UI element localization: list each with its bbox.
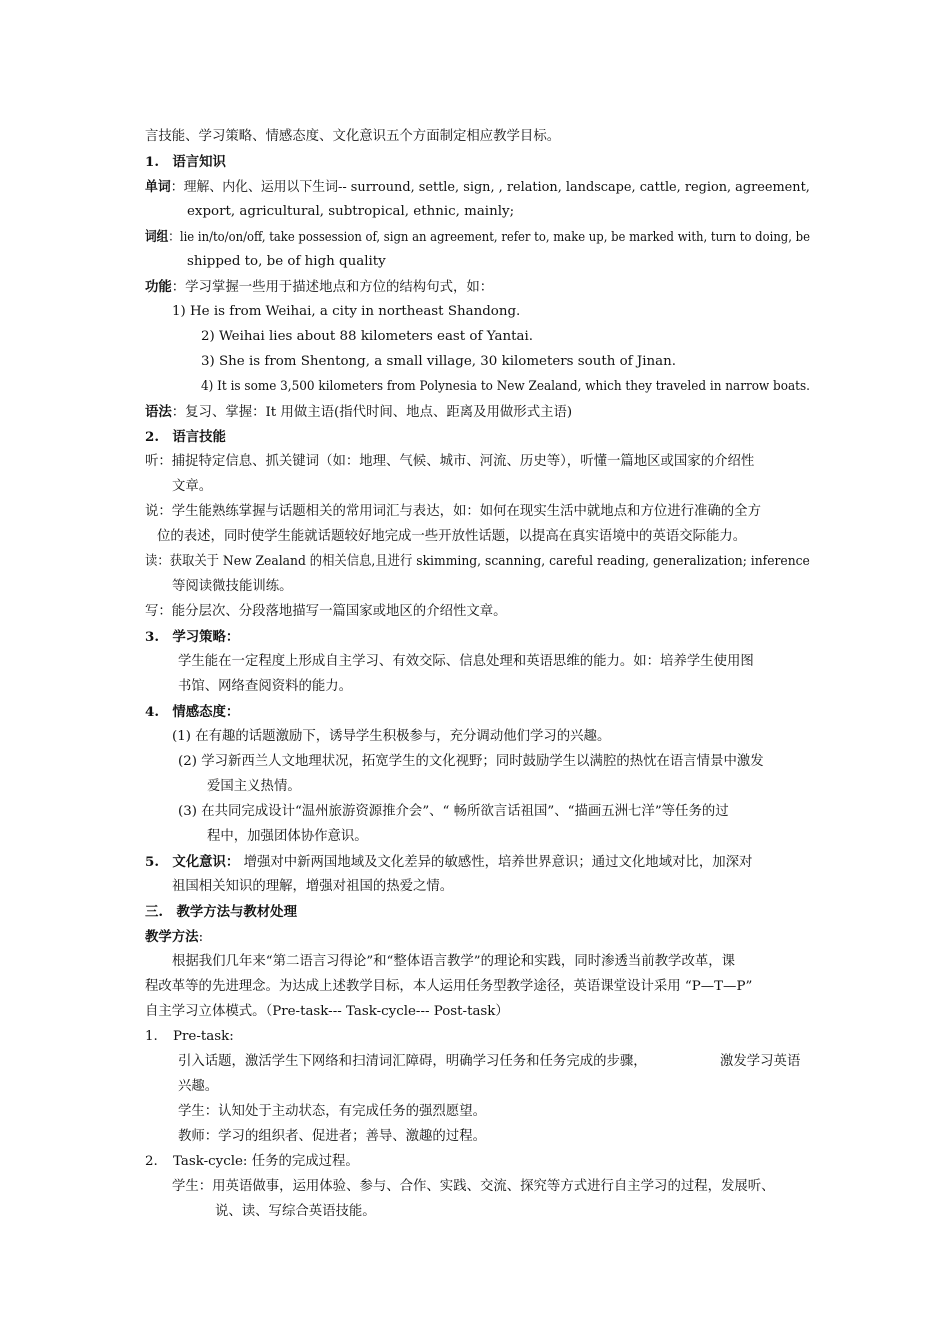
method-label-line (145, 927, 203, 948)
speaking-line-cont: 位的表述，同时使学生能就话题较好地完成一些开放性话题，以提高在真实语境中的英语交际能力。 (157, 529, 747, 544)
section-heading-culture: 5. 文化意识： (145, 854, 240, 870)
affect-item-3: (3) 在共同完成设计“温州旅游资源推介会”、“ 畅所欲言话祖国”、“描画五洲七洋”等任务的过 (178, 804, 729, 819)
section-heading-language-skills: 2. 语言技能 (145, 429, 226, 445)
method-paragraph-line-1: 根据我们几年来“第二语言习得论”和“整体语言教学”的理论和实践，同时渗透当前教学改革，课 (172, 954, 736, 969)
example-sentence-2: 2) Weihai lies about 88 kilometers east of Yantai. (201, 329, 534, 344)
vocabulary-text: ：理解、内化、运用以下生词-- surround, settle, sign, , relation, landscape, cattle, region, agreement, (170, 180, 810, 195)
function-text: ：学习掌握一些用于描述地点和方位的结构句式，如： (171, 280, 494, 295)
phrases-line-cont: shipped to, be of high quality (187, 254, 386, 269)
culture-line (145, 852, 752, 873)
example-sentence-4: 4) It is some 3,500 kilometers from Polynesia to New Zealand, which they traveled in narrow boats. (201, 379, 810, 394)
strategies-line-cont: 书馆、网络查阅资料的能力。 (178, 679, 353, 694)
task-cycle-title: Task-cycle: 任务的完成过程。 (173, 1154, 359, 1169)
grammar-text: ：复习、掌握：It 用做主语(指代时间、地点、距离及用做形式主语) (171, 405, 573, 420)
strategies-line: 学生能在一定程度上形成自主学习、有效交际、信息处理和英语思维的能力。如：培养学生使用图 (178, 654, 754, 669)
method-paragraph-line-3: 自主学习立体模式。（Pre-task--- Task-cycle--- Post-task） (145, 1004, 509, 1019)
example-sentence-3: 3) She is from Shentong, a small village, 30 kilometers south of Jinan. (201, 354, 677, 369)
listening-line-cont: 文章。 (172, 479, 213, 494)
task-cycle-student-role-cont: 说、读、写综合英语技能。 (215, 1204, 376, 1219)
pre-task-student-role: 学生：认知处于主动状态，有完成任务的强烈愿望。 (178, 1104, 486, 1119)
section-heading-learning-strategies: 3. 学习策略： (145, 629, 240, 645)
listening-line: 听：捕捉特定信息、抓关键词（如：地理、气候、城市、河流、历史等），听懂一篇地区或国家的介绍性 (145, 454, 755, 469)
pre-task-number: 1. (145, 1029, 158, 1044)
example-sentence-1: 1) He is from Weihai, a city in northeast Shandong. (172, 304, 521, 319)
culture-line-cont: 祖国相关知识的理解，增强对祖国的热爱之情。 (172, 879, 454, 894)
section-heading-affect: 4. 情感态度： (145, 704, 240, 720)
grammar-line (145, 402, 572, 423)
affect-item-1: (1) 在有趣的话题激励下，诱导学生积极参与，充分调动他们学习的兴趣。 (172, 729, 611, 744)
affect-item-2: (2) 学习新西兰人文地理状况，拓宽学生的文化视野；同时鼓励学生以满腔的热忱在语言情景中激发 (178, 754, 764, 769)
method-paragraph-line-2: 程改革等的先进理念。为达成上述教学目标，本人运用任务型教学途径，英语课堂设计采用 “P—T—P” (145, 979, 753, 994)
grammar-label: 语法 (145, 404, 172, 420)
phrases-line (145, 227, 810, 248)
pre-task-description-cont: 兴趣。 (178, 1079, 219, 1094)
task-cycle-student-role: 学生：用英语做事，运用体验、参与、合作、实践、交流、探究等方式进行自主学习的过程，发展听、 (172, 1179, 775, 1194)
task-cycle-heading (145, 1152, 359, 1172)
pre-task-description-tail: 激发学习英语 (720, 1054, 801, 1069)
phrases-label: 词组 (145, 229, 169, 245)
vocabulary-label: 单词 (145, 179, 171, 195)
task-cycle-number: 2. (145, 1154, 158, 1169)
section-heading-language-knowledge: 1. 语言知识 (145, 154, 226, 170)
method-colon: : (198, 930, 204, 945)
reading-line-cont: 等阅读微技能训练。 (172, 579, 293, 594)
pre-task-title: Pre-task: (173, 1029, 234, 1044)
vocabulary-line-cont: export, agricultural, subtropical, ethnic, mainly; (187, 204, 515, 219)
reading-line: 读：获取关于 New Zealand 的相关信息,且进行 skimming, scanning, careful reading, generalization; inference (145, 554, 810, 569)
pre-task-teacher-role: 教师：学习的组织者、促进者；善导、激趣的过程。 (178, 1129, 486, 1144)
affect-item-3-cont: 程中，加强团体协作意识。 (207, 829, 368, 844)
pre-task-description: 引入话题，激活学生下网络和扫清词汇障碍，明确学习任务和任务完成的步骤， (178, 1054, 647, 1069)
speaking-line: 说：学生能熟练掌握与话题相关的常用词汇与表达，如：如何在现实生活中就地点和方位进行准确的全方 (145, 504, 761, 519)
function-label: 功能 (145, 279, 172, 295)
intro-line: 言技能、学习策略、情感态度、文化意识五个方面制定相应教学目标。 (145, 129, 561, 144)
pre-task-heading (145, 1027, 234, 1047)
culture-text: 增强对中新两国地域及文化差异的敏感性，培养世界意识；通过文化地域对比，加深对 (239, 855, 753, 870)
writing-line: 写：能分层次、分段落地描写一篇国家或地区的介绍性文章。 (145, 604, 507, 619)
function-line (145, 277, 493, 298)
affect-item-2-cont: 爱国主义热情。 (207, 779, 301, 794)
section-heading-methods: 三. 教学方法与教材处理 (145, 904, 297, 920)
phrases-text: ：lie in/to/on/off, take possession of, sign an agreement, refer to, make up, be marked with, turn to doing, be (168, 230, 810, 245)
method-label: 教学方法 (145, 929, 199, 945)
vocabulary-line (145, 177, 810, 198)
